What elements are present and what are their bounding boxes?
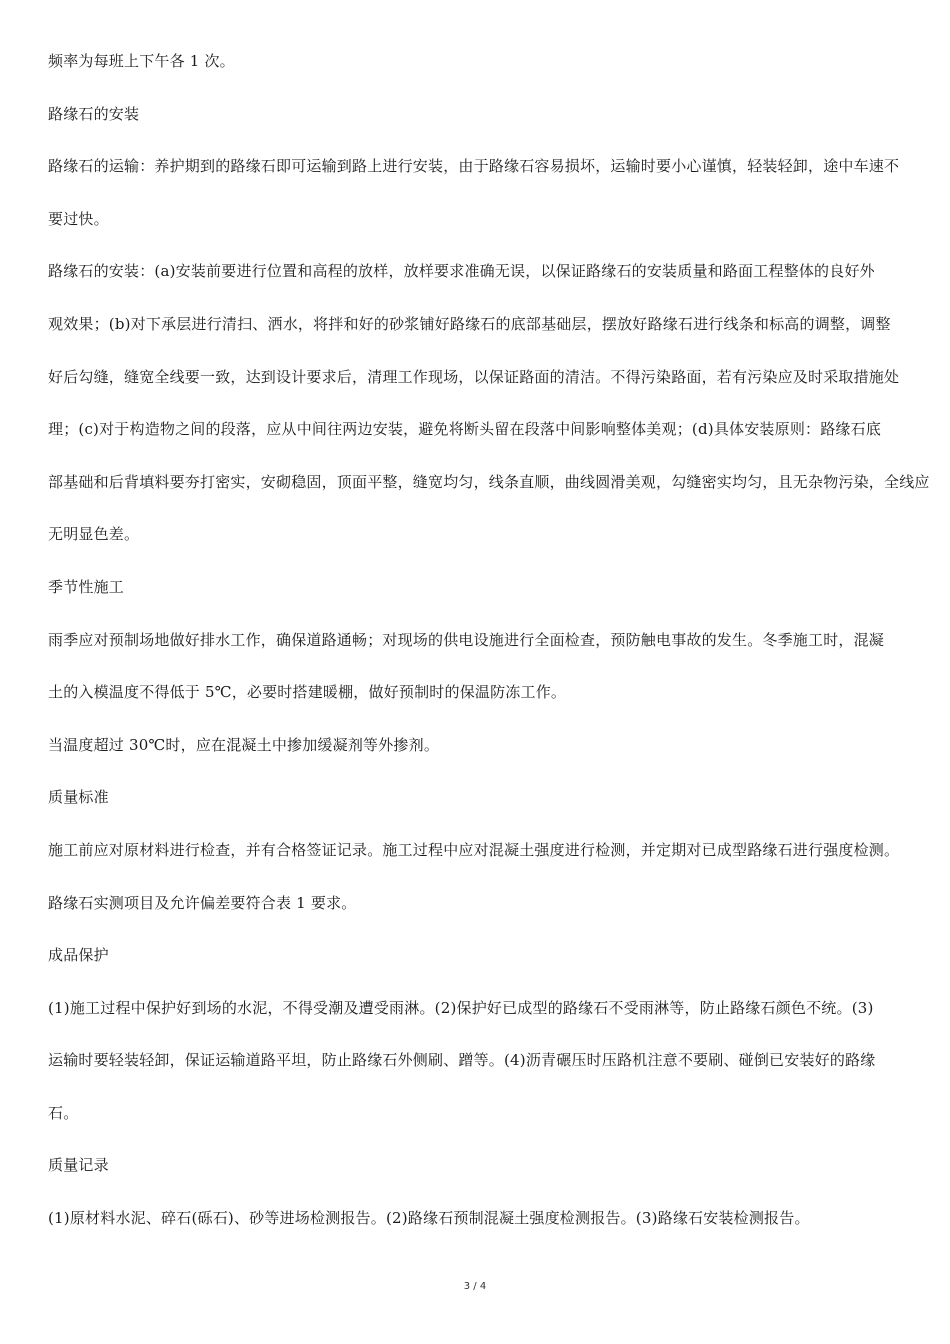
heading-quality-standard	[48, 784, 914, 810]
paragraph-curb-transport	[48, 153, 914, 232]
paragraph-quality-records	[48, 1205, 914, 1231]
heading-seasonal-construction	[48, 574, 914, 600]
paragraph-curb-install-steps	[48, 258, 930, 547]
text-line: 部基础和后背填料要夯打密实，安砌稳固，顶面平整，缝宽均匀，线条直顺，曲线圆滑美观，勾缝密实均匀，且无杂物污染，全线应	[48, 472, 930, 491]
text-line: 当温度超过 30℃时，应在混凝土中掺加缓凝剂等外掺剂。	[48, 735, 440, 754]
text-line: 路缘石的安装：(a)安装前要进行位置和高程的放样，放样要求准确无误，以保证路缘石的安装质量和路面工程整体的良好外	[48, 262, 875, 281]
text-line: 无明显色差。	[48, 525, 140, 544]
paragraph-frequency	[48, 48, 914, 74]
heading-product-protection	[48, 942, 914, 968]
heading-curb-installation	[48, 101, 914, 127]
section-heading: 成品保护	[48, 946, 109, 965]
section-heading: 路缘石的安装	[48, 104, 140, 123]
section-heading: 质量标准	[48, 788, 109, 807]
text-line: (1)原材料水泥、碎石(砾石)、砂等进场检测报告。(2)路缘石预制混凝土强度检测报告。(3)路缘石安装检测报告。	[48, 1209, 810, 1228]
page-number: 3 / 4	[463, 1281, 487, 1292]
paragraph-seasonal	[48, 627, 914, 706]
text-line: 路缘石实测项目及允许偏差要符合表 1 要求。	[48, 893, 357, 912]
text-line: 土的入模温度不得低于 5℃，必要时搭建暖棚，做好预制时的保温防冻工作。	[48, 683, 567, 702]
section-heading: 季节性施工	[48, 577, 125, 596]
paragraph-tolerance-table-ref	[48, 890, 914, 916]
text-line: 观效果；(b)对下承层进行清扫、洒水，将拌和好的砂浆铺好路缘石的底部基础层，摆放好路缘石进行线条和标高的调整，调整	[48, 314, 891, 333]
text-line: 好后勾缝，缝宽全线要一致，达到设计要求后，清理工作现场，以保证路面的清洁。不得污染路面，若有污染应及时采取措施处	[48, 367, 900, 386]
text-line: 频率为每班上下午各 1 次。	[48, 52, 235, 70]
text-line: 路缘石的运输：养护期到的路缘石即可运输到路上进行安装，由于路缘石容易损坏，运输时要小心谨慎，轻装轻卸，途中车速不	[48, 157, 900, 176]
paragraph-product-protection	[48, 995, 914, 1127]
text-line: 雨季应对预制场地做好排水工作，确保道路通畅；对现场的供电设施进行全面检查，预防触电事故的发生。冬季施工时，混凝	[48, 630, 885, 649]
heading-quality-records	[48, 1152, 914, 1178]
paragraph-quality-check	[48, 837, 914, 863]
section-heading: 质量记录	[48, 1156, 109, 1175]
text-line: 理；(c)对于构造物之间的段落，应从中间往两边安装，避免将断头留在段落中间影响整体美观；(d)具体安装原则：路缘石底	[48, 420, 882, 439]
text-line: 要过快。	[48, 209, 109, 228]
text-line: 施工前应对原材料进行检查，并有合格签证记录。施工过程中应对混凝土强度进行检测，并定期对已成型路缘石进行强度检测。	[48, 840, 900, 859]
document-page	[48, 48, 930, 1231]
text-line: 石。	[48, 1103, 79, 1122]
text-line: (1)施工过程中保护好到场的水泥，不得受潮及遭受雨淋。(2)保护好已成型的路缘石不受雨淋等，防止路缘石颜色不统。(3)	[48, 998, 874, 1017]
text-line: 运输时要轻装轻卸，保证运输道路平坦，防止路缘石外侧刷、蹭等。(4)沥青碾压时压路机注意不要刷、碰倒已安装好的路缘	[48, 1051, 876, 1070]
paragraph-high-temperature	[48, 732, 914, 758]
